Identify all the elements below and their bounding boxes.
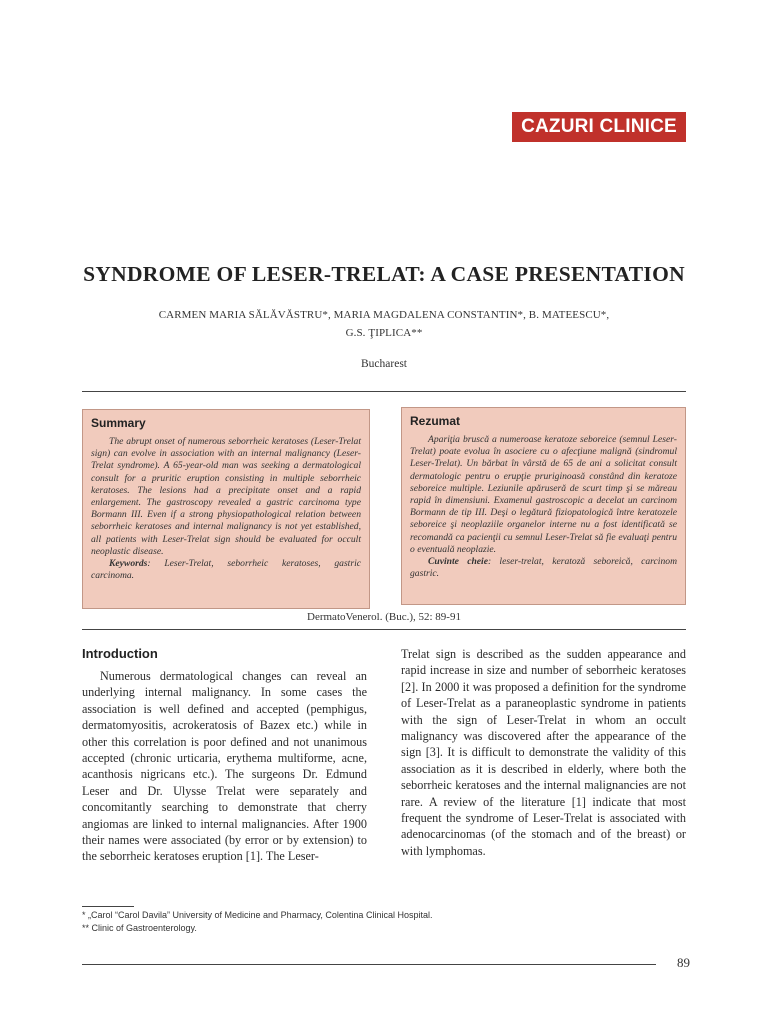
bottom-divider	[82, 964, 656, 965]
footnote-1: * „Carol “Carol Davila” University of Medicine and Pharmacy, Colentina Clinical Hospital.	[82, 910, 433, 920]
introduction-heading: Introduction	[82, 646, 158, 661]
rezumat-keywords-label: Cuvinte cheie	[428, 556, 488, 568]
footnote-2: ** Clinic of Gastroenterology.	[82, 922, 197, 933]
authors-line-2: G.S. ŢIPLICA**	[345, 327, 423, 339]
body-column-right	[401, 646, 686, 859]
top-divider	[82, 391, 686, 392]
summary-keywords-label: Keywords	[109, 558, 148, 570]
rezumat-heading: Rezumat	[410, 414, 461, 428]
section-tag: CAZURI CLINICE	[512, 112, 686, 142]
summary-heading: Summary	[91, 416, 146, 430]
summary-keywords-text: : Leser-Trelat, seborrheic keratoses, gastric carcinoma.	[91, 558, 361, 582]
affiliation-city: Bucharest	[361, 358, 407, 370]
summary-keywords	[91, 558, 361, 582]
article-title: SYNDROME OF LESER-TRELAT: A CASE PRESENTATION	[83, 262, 685, 286]
rezumat-text: Apariţia bruscă a numeroase keratoze seboreice (semnul Leser-Trelat) poate evolua în asociere cu o afecţiune malignă (sindromul Leser-Trelat). Un bărbat în vârstă de 65 de ani a solicitat consult dermatologic pentru o erupţie pruriginoasă constând din keratoze seboreice multiple. Leziunile apăruseră de scurt timp şi se măreau rapid în dimensiuni. Examenul gastroscopic a decelat un carcinom Bormann de tip III. Deşi o legătură fiziopatologică între keratozele seboreice şi neoplaziile organelor interne nu a fost identificată se recomandă ca pacienţii cu semnul Leser-Trelat să fie evaluaţi pentru o eventuală neoplazie.	[410, 434, 677, 555]
rezumat-box	[401, 407, 686, 605]
authors-line-1: CARMEN MARIA SĂLĂVĂSTRU*, MARIA MAGDALENA CONSTANTIN*, B. MATEESCU*,	[158, 309, 610, 321]
introduction-paragraph: Numerous dermatological changes can reveal an underlying internal malignancy. In some cases the association is well defined and accepted (pemphigus, dermatomyositis, acrokeratosis of Bazex etc.) while in other this correlation is poor defined and not unanimous accepted (chronic urticaria, erythema multiforme, acne, acanthosis nigricans etc.). The surgeons Dr. Edmund Leser and Dr. Ulysse Trelat were separately and concomitantly searching to demonstrate that cherry angiomas are linked to internal malignancies. After 1900 their names were associated (by error or by extension) to the seborrheic keratoses eruption [1]. The Leser-	[82, 669, 367, 864]
body-column-left	[82, 645, 367, 865]
authors	[80, 306, 688, 342]
introduction-continuation: Trelat sign is described as the sudden appearance and rapid increase in size and number of seborrheic keratoses [2]. In 2000 it was proposed a definition for the syndrome of Leser-Trelat as a paraneoplastic syndrome in patients with the sign of Leser-Trelat in whom an occult malignancy was discovered after the appearance of the sign [3]. It is difficult to demonstrate the validity of this association as it is described in elderly, where both the seborrheic keratoses and the internal malignancies are not rare. A review of the literature [1] indicate that most frequent the syndrome of Leser-Trelat is associated with adenocarcinomas (of the stomach and of the breast) or with lymphomas.	[401, 647, 686, 858]
rezumat-keywords	[410, 556, 677, 580]
middle-divider	[82, 629, 686, 630]
journal-citation: DermatoVenerol. (Buc.), 52: 89-91	[307, 611, 461, 623]
page-number: 89	[677, 955, 690, 970]
summary-text: The abrupt onset of numerous seborrheic keratoses (Leser-Trelat sign) can evolve in association with an internal malignancy (Leser-Trelat syndrome). A 65-year-old man was seeking a dermatological consult for a pruritic eruption consisting in multiple seborrheic keratoses. The lesions had a precipitate onset and a rapid enlargement. The gastroscopy revealed a gastric carcinoma type Bormann III. Even if a strong physiopathological relation between seborrheic keratoses and internal malignancy is not yet established, all patients with Leser-Trelat sign should be evaluated for occult neoplastic disease.	[91, 436, 361, 557]
rezumat-keywords-text: : leser-trelat, keratoză seboreică, carcinom gastric.	[410, 556, 677, 580]
footnotes	[82, 909, 682, 934]
summary-box	[82, 409, 370, 609]
footnote-divider	[82, 906, 134, 907]
